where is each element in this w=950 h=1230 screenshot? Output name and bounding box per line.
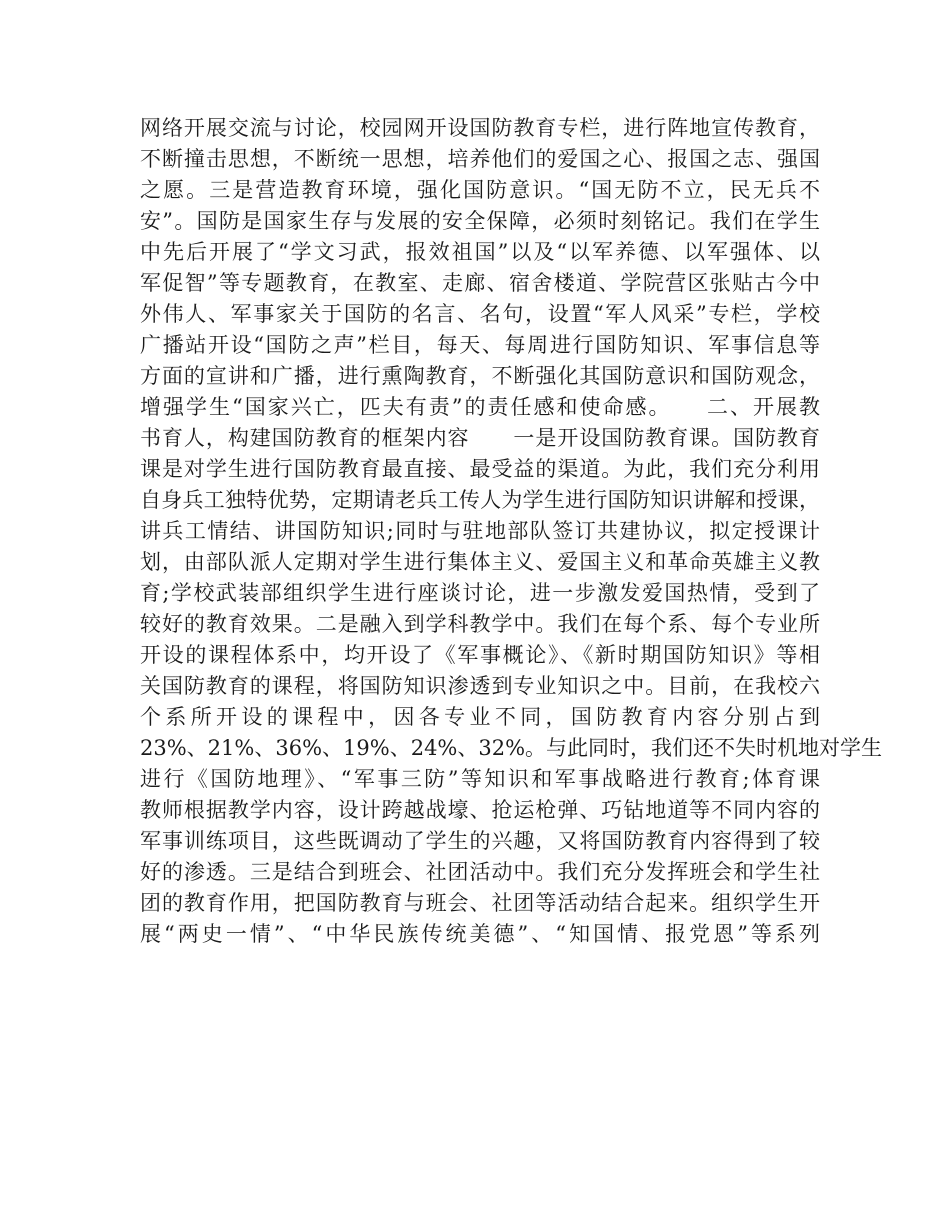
body-text <box>140 113 883 950</box>
text-line: 团的教育作用，把国防教育与班会、社团等活动结合起来。组织学生开 <box>140 891 820 915</box>
text-line: 方面的宣讲和广播，进行熏陶教育，不断强化其国防意识和国防观念， <box>140 364 820 388</box>
text-line: 好的渗透。三是结合到班会、社团活动中。我们充分发挥班会和学生社 <box>140 860 820 884</box>
text-line: 个系所开设的课程中，因各专业不同，国防教育内容分别占到 <box>140 705 820 729</box>
text-line: 自身兵工独特优势，定期请老兵工传人为学生进行国防知识讲解和授课， <box>140 488 820 512</box>
text-line: 中先后开展了“学文习武，报效祖国”以及“以军养德、以军强体、以 <box>140 240 820 264</box>
text-line: 划，由部队派人定期对学生进行集体主义、爱国主义和革命英雄主义教 <box>140 550 820 574</box>
text-line: 较好的教育效果。二是融入到学科教学中。我们在每个系、每个专业所 <box>140 612 820 636</box>
text-line: 军事训练项目，这些既调动了学生的兴趣，又将国防教育内容得到了较 <box>140 829 820 853</box>
text-line: 进行《国防地理》、“军事三防”等知识和军事战略进行教育;体育课 <box>140 767 820 791</box>
text-line: 讲兵工情结、讲国防知识;同时与驻地部队签订共建协议，拟定授课计 <box>140 519 820 543</box>
text-line: 课是对学生进行国防教育最直接、最受益的渠道。为此，我们充分利用 <box>140 457 820 481</box>
text-line: 教师根据教学内容，设计跨越战壕、抢运枪弹、巧钻地道等不同内容的 <box>140 798 820 822</box>
text-line: 不断撞击思想，不断统一思想，培养他们的爱国之心、报国之志、强国 <box>140 147 820 171</box>
text-line: 展“两史一情”、“中华民族传统美德”、“知国情、报党恩”等系列 <box>140 922 820 946</box>
text-line: 书育人，构建国防教育的框架内容 一是开设国防教育课。国防教育 <box>140 426 820 450</box>
text-line: 外伟人、军事家关于国防的名言、名句，设置“军人风采”专栏，学校 <box>140 302 820 326</box>
text-line: 广播站开设“国防之声”栏目，每天、每周进行国防知识、军事信息等 <box>140 333 820 357</box>
text-line: 网络开展交流与讨论，校园网开设国防教育专栏，进行阵地宣传教育， <box>140 116 820 140</box>
text-line: 之愿。三是营造教育环境，强化国防意识。“国无防不立，民无兵不 <box>140 178 820 202</box>
text-line: 育;学校武装部组织学生进行座谈讨论，进一步激发爱国热情，受到了 <box>140 581 820 605</box>
text-line: 开设的课程体系中，均开设了《军事概论》、《新时期国防知识》等相 <box>140 643 820 667</box>
text-line: 安”。国防是国家生存与发展的安全保障，必须时刻铭记。我们在学生 <box>140 209 820 233</box>
text-line: 军促智”等专题教育，在教室、走廊、宿舍楼道、学院营区张贴古今中 <box>140 271 820 295</box>
text-line: 增强学生“国家兴亡，匹夫有责”的责任感和使命感。 二、开展教 <box>140 395 820 419</box>
text-line: 23%、21%、36%、19%、24%、32%。与此同时，我们还不失时机地对学生 <box>140 736 883 760</box>
text-line: 关国防教育的课程，将国防知识渗透到专业知识之中。目前，在我校六 <box>140 674 820 698</box>
